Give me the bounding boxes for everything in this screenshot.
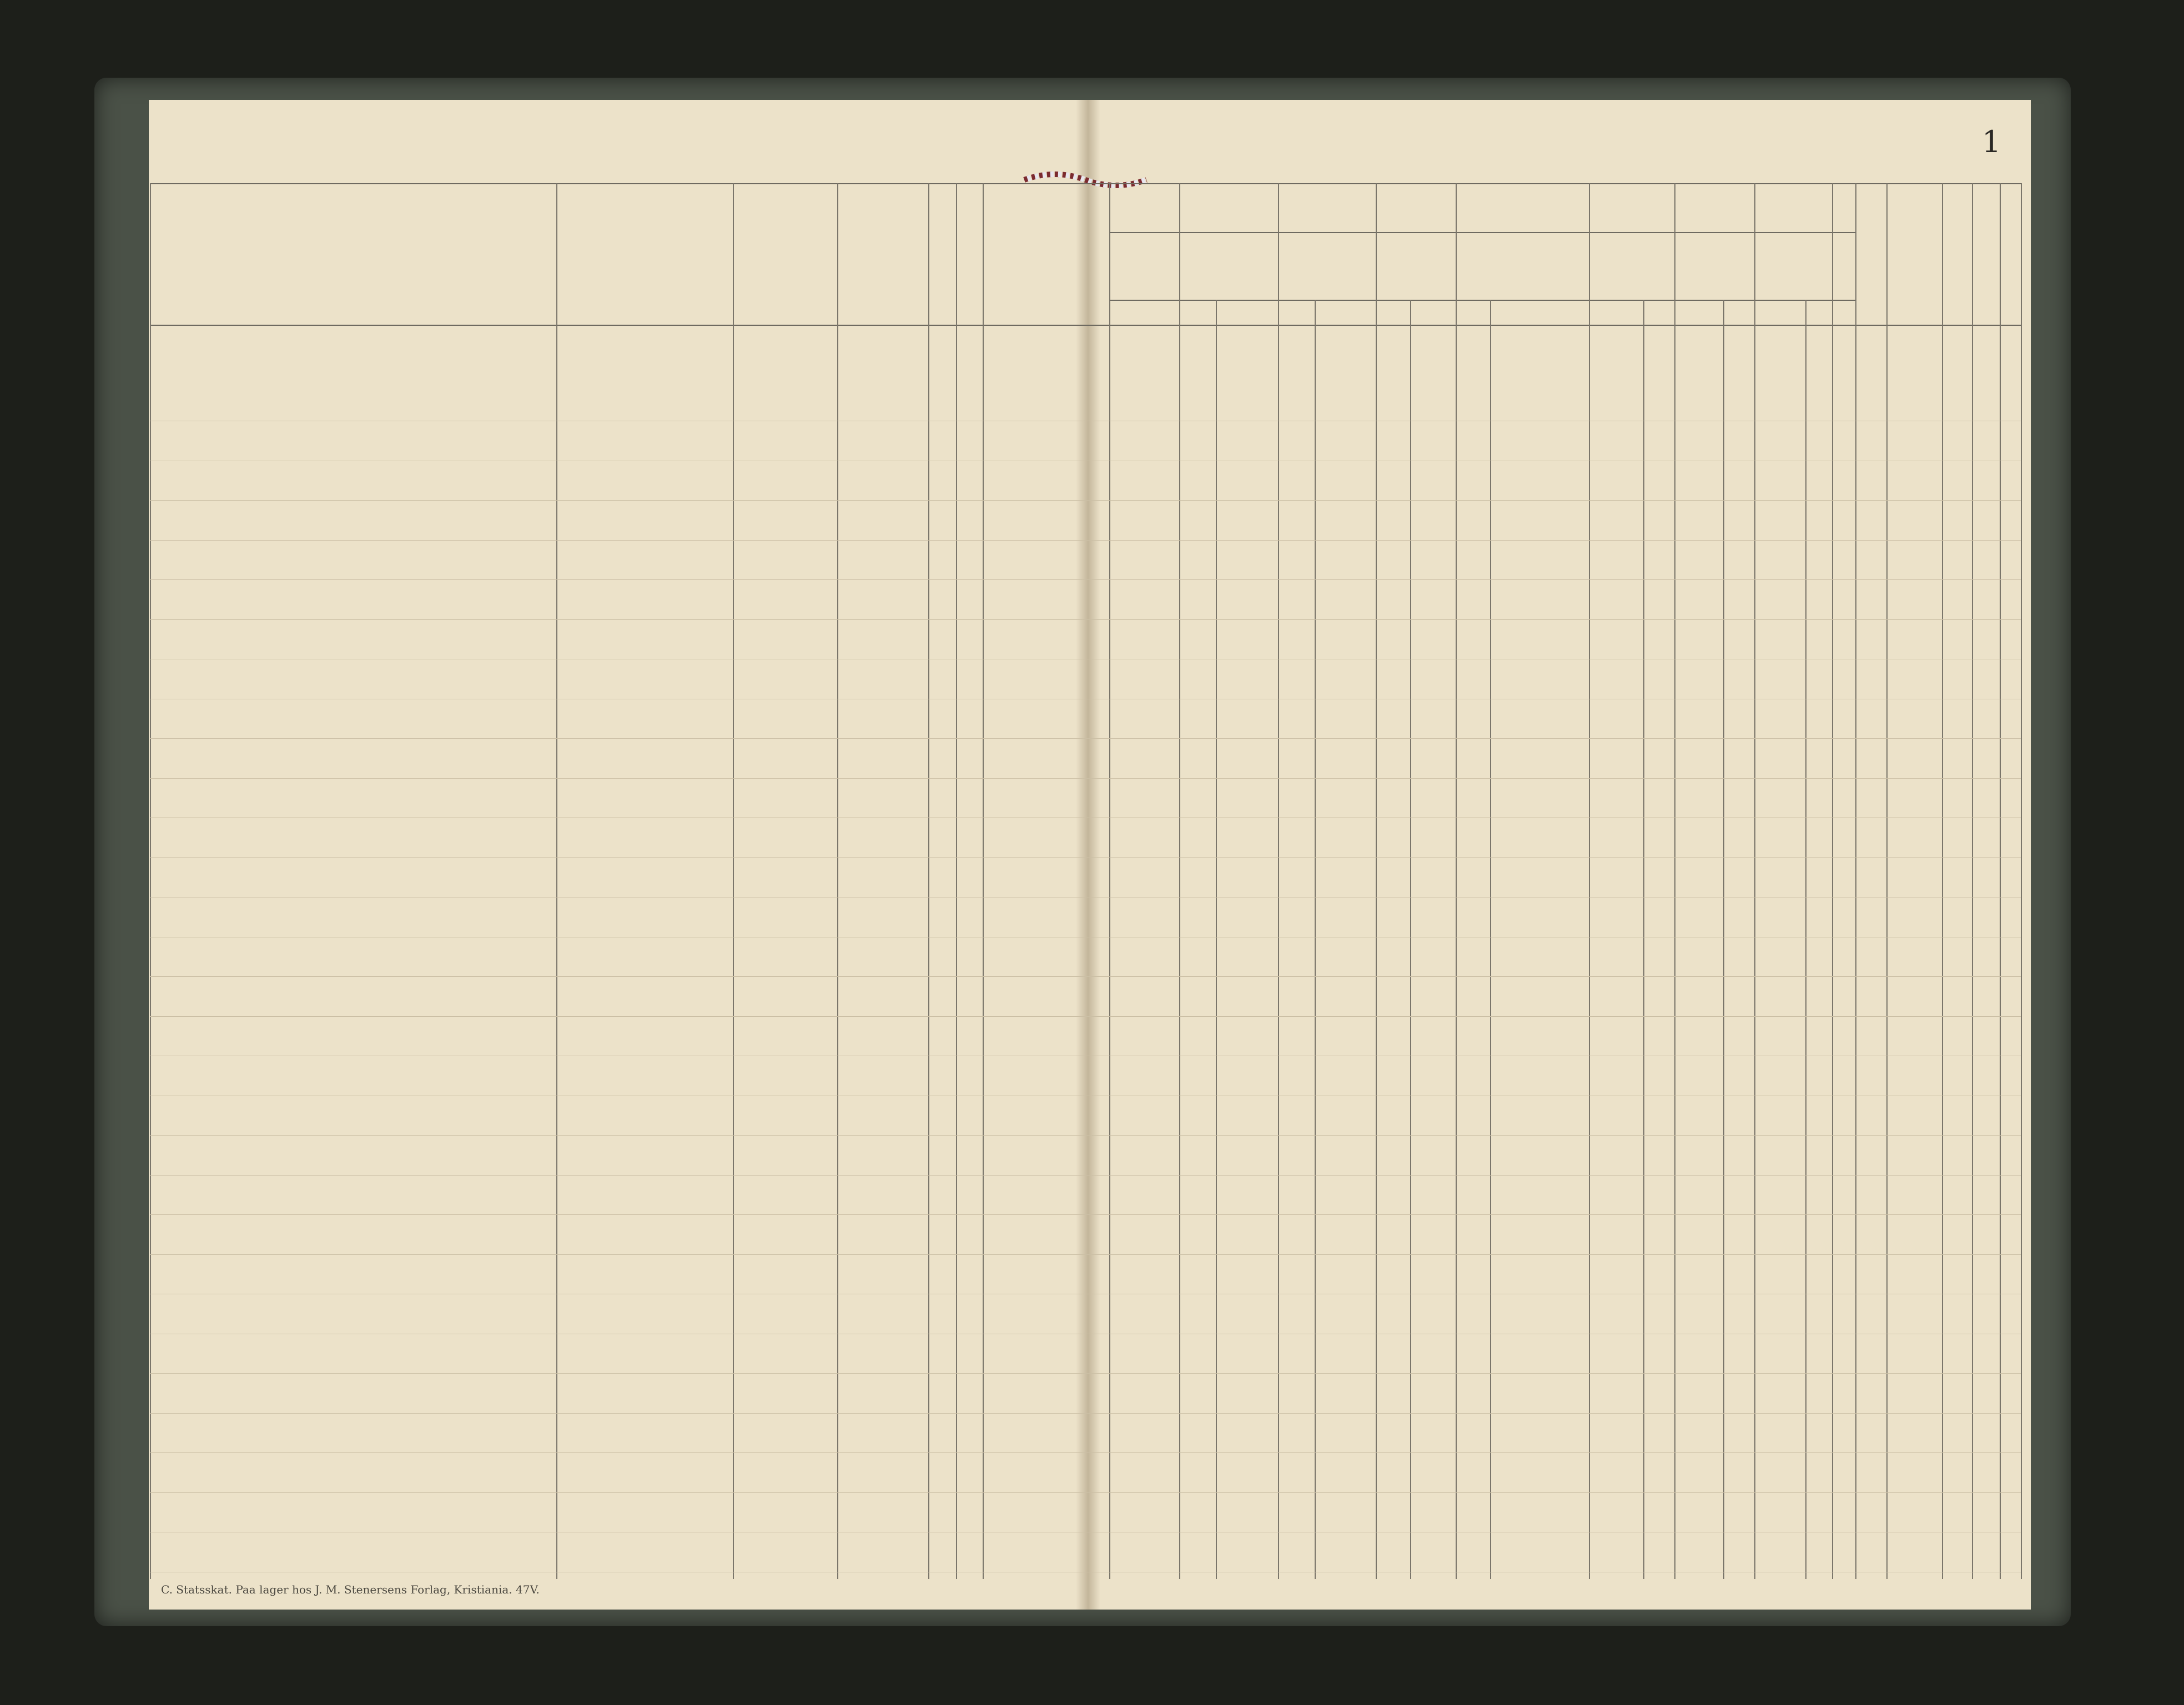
left-page — [149, 100, 1087, 1610]
column-rule — [2021, 183, 2022, 1579]
right-page — [1087, 100, 2031, 1610]
column-rule — [1674, 183, 1675, 1579]
column-rule — [1972, 183, 1973, 1579]
row-rule — [150, 1413, 2021, 1414]
row-rule — [150, 1373, 2021, 1374]
row-rule — [150, 500, 2021, 501]
row-rule — [150, 1492, 2021, 1493]
row-rule — [150, 579, 2021, 580]
column-rule — [1589, 183, 1590, 1579]
book-spine — [1076, 100, 1100, 1610]
column-rule — [1805, 300, 1806, 1579]
column-rule — [733, 183, 734, 1579]
column-rule — [928, 183, 929, 1579]
row-rule — [150, 1135, 2021, 1136]
column-rule — [1410, 300, 1411, 1579]
column-rule — [837, 183, 838, 1579]
footer-imprint: C. Statsskat. Paa lager hos J. M. Stenersens Forlag, Kristiania. 47V. — [161, 1583, 540, 1596]
column-rule — [1754, 183, 1755, 1579]
row-rule — [150, 1016, 2021, 1017]
column-rule — [956, 183, 957, 1579]
rule-top — [150, 183, 2021, 184]
column-rule — [1376, 183, 1377, 1579]
column-rule — [1643, 300, 1644, 1579]
row-rule — [150, 1175, 2021, 1176]
row-rule — [150, 1214, 2021, 1215]
rule-header-bottom — [150, 325, 2021, 326]
row-rule — [150, 976, 2021, 977]
column-rule — [1179, 183, 1180, 1579]
row-rule — [150, 1452, 2021, 1453]
column-rule — [1942, 183, 1943, 1579]
rule-kr-ore — [1109, 300, 1855, 301]
column-rule — [1456, 183, 1457, 1579]
row-rule — [150, 857, 2021, 858]
column-rule — [983, 183, 984, 1579]
column-rule — [150, 183, 151, 1579]
column-rule — [556, 183, 557, 1579]
column-rule — [1216, 300, 1217, 1579]
column-rule — [1832, 183, 1833, 1579]
row-rule — [150, 778, 2021, 779]
column-rule — [1855, 183, 1856, 1579]
binding-thread — [1021, 168, 1149, 192]
column-rule — [1278, 183, 1279, 1579]
column-rule — [1109, 183, 1110, 1579]
column-rule — [1315, 300, 1316, 1579]
column-rule — [1886, 183, 1888, 1579]
column-rule — [2000, 183, 2001, 1579]
page-number: 1 — [1982, 124, 2001, 159]
row-rule — [150, 1254, 2021, 1255]
row-rule — [150, 738, 2021, 739]
column-rule — [1490, 300, 1491, 1579]
row-rule — [150, 619, 2021, 620]
rule-group-divider — [1109, 232, 1855, 233]
row-rule — [150, 540, 2021, 541]
column-rule — [1723, 300, 1724, 1579]
